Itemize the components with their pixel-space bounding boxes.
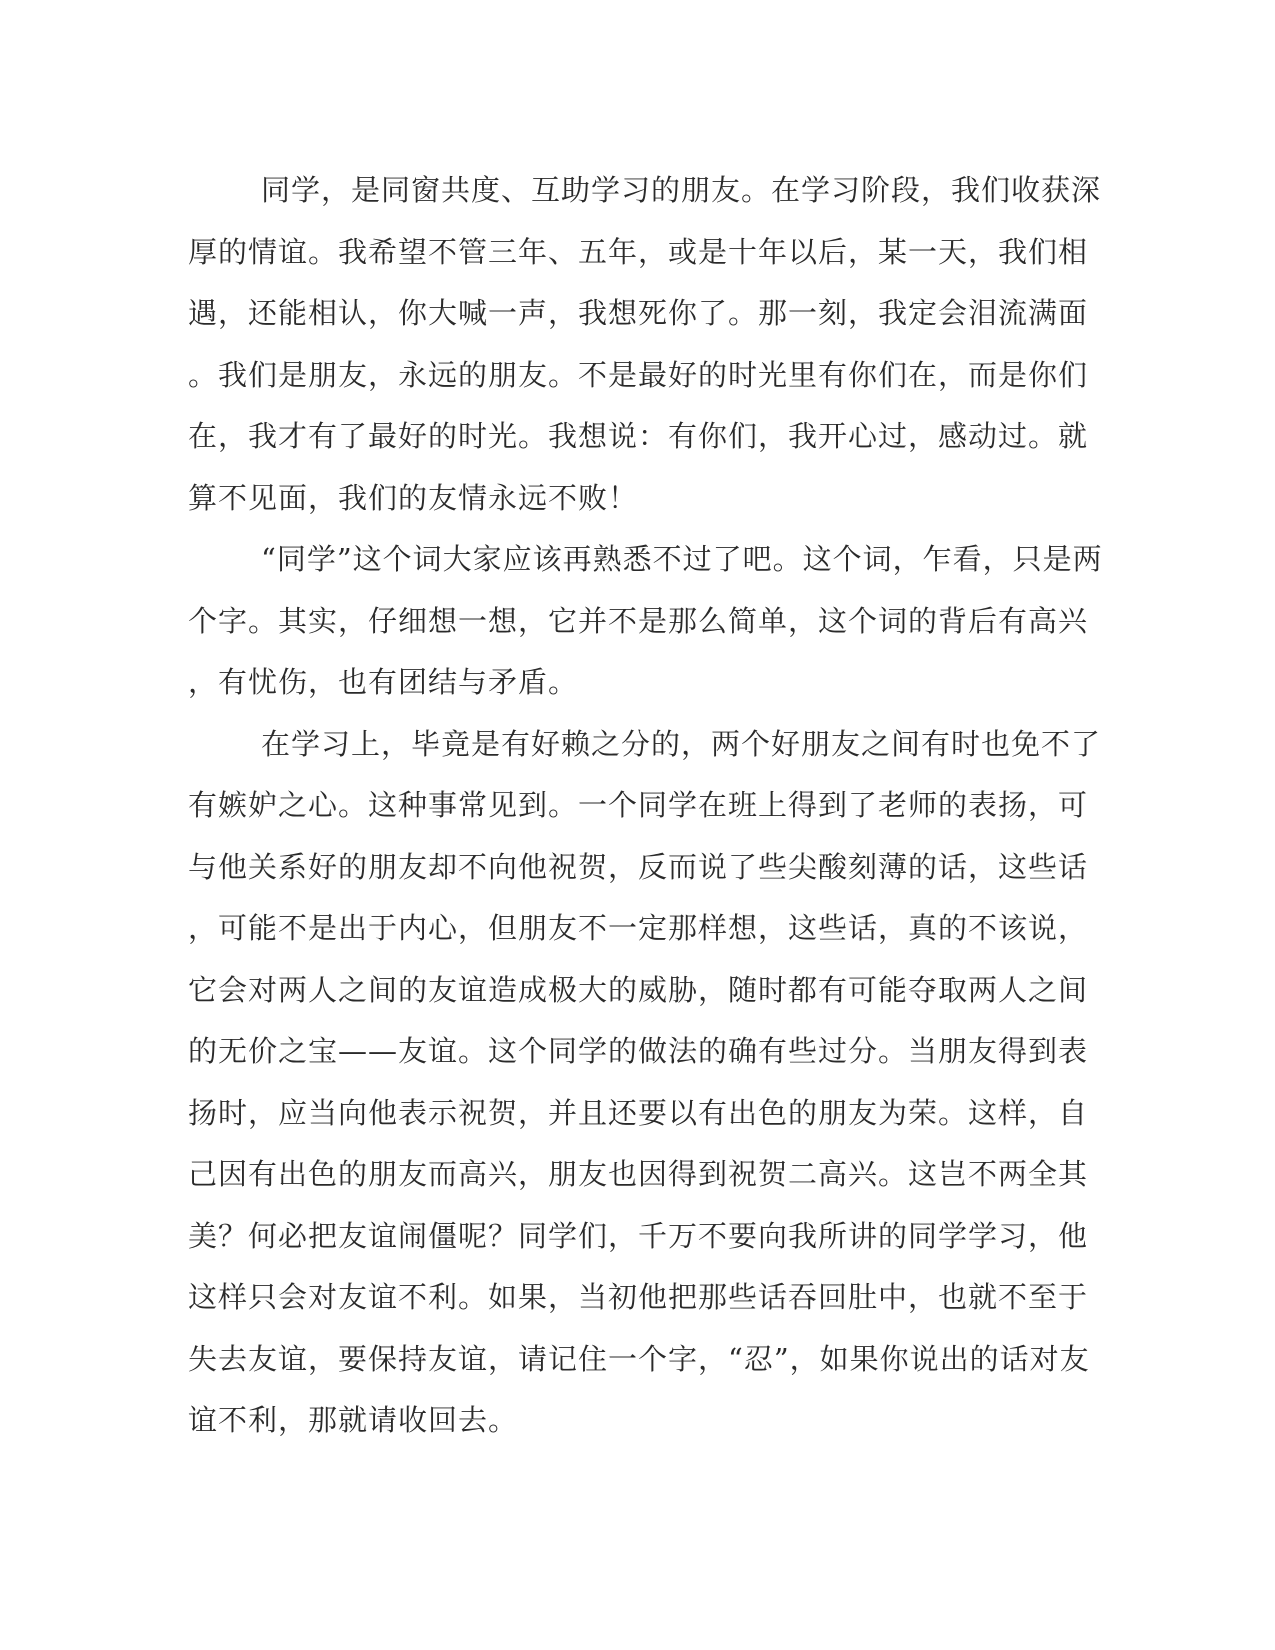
document-body (188, 160, 1103, 1452)
text-line: 美？何必把友谊闹僵呢？同学们，千万不要向我所讲的同学学习，他 (188, 1218, 1089, 1253)
text-line: 有嫉妒之心。这种事常见到。一个同学在班上得到了老师的表扬，可 (188, 788, 1089, 822)
text-line: 谊不利，那就请收回去。 (188, 1403, 519, 1437)
text-line: 在，我才有了最好的时光。我想说：有你们，我开心过，感动过。就 (188, 419, 1089, 453)
text-line: 算不见面，我们的友情永远不败！ (188, 480, 639, 515)
paragraph-2 (188, 529, 1103, 714)
text-line: 个字。其实，仔细想一想，它并不是那么简单，这个词的背后有高兴 (188, 603, 1089, 638)
text-line: 己因有出色的朋友而高兴，朋友也因得到祝贺二高兴。这岂不两全其 (188, 1157, 1089, 1191)
text-line: 遇，还能相认，你大喊一声，我想死你了。那一刻，我定会泪流满面 (188, 296, 1089, 330)
text-line: 扬时，应当向他表示祝贺，并且还要以有出色的朋友为荣。这样，自 (188, 1095, 1089, 1130)
text-line: 失去友谊，要保持友谊，请记住一个字，“忍”，如果你说出的话对友 (188, 1341, 1090, 1376)
text-line: 与他关系好的朋友却不向他祝贺，反而说了些尖酸刻薄的话，这些话 (188, 849, 1089, 884)
text-line: 。我们是朋友，永远的朋友。不是最好的时光里有你们在，而是你们 (188, 357, 1089, 392)
text-line: 的无价之宝——友谊。这个同学的做法的确有些过分。当朋友得到表 (188, 1034, 1089, 1068)
text-line: ，可能不是出于内心，但朋友不一定那样想，这些话，真的不该说， (188, 911, 1089, 945)
text-line: 在学习上，毕竟是有好赖之分的，两个好朋友之间有时也免不了 (261, 726, 1102, 761)
text-line: 同学，是同窗共度、互助学习的朋友。在学习阶段，我们收获深 (261, 173, 1102, 207)
text-line: 厚的情谊。我希望不管三年、五年，或是十年以后，某一天，我们相 (188, 234, 1089, 269)
text-line: ，有忧伤，也有团结与矛盾。 (188, 665, 579, 699)
text-line: “同学”这个词大家应该再熟悉不过了吧。这个词，乍看，只是两 (261, 542, 1103, 576)
paragraph-3 (188, 714, 1102, 1452)
text-line: 它会对两人之间的友谊造成极大的威胁，随时都有可能夺取两人之间 (188, 972, 1089, 1007)
text-line: 这样只会对友谊不利。如果，当初他把那些话吞回肚中，也就不至于 (188, 1280, 1089, 1314)
paragraph-1 (188, 160, 1102, 529)
